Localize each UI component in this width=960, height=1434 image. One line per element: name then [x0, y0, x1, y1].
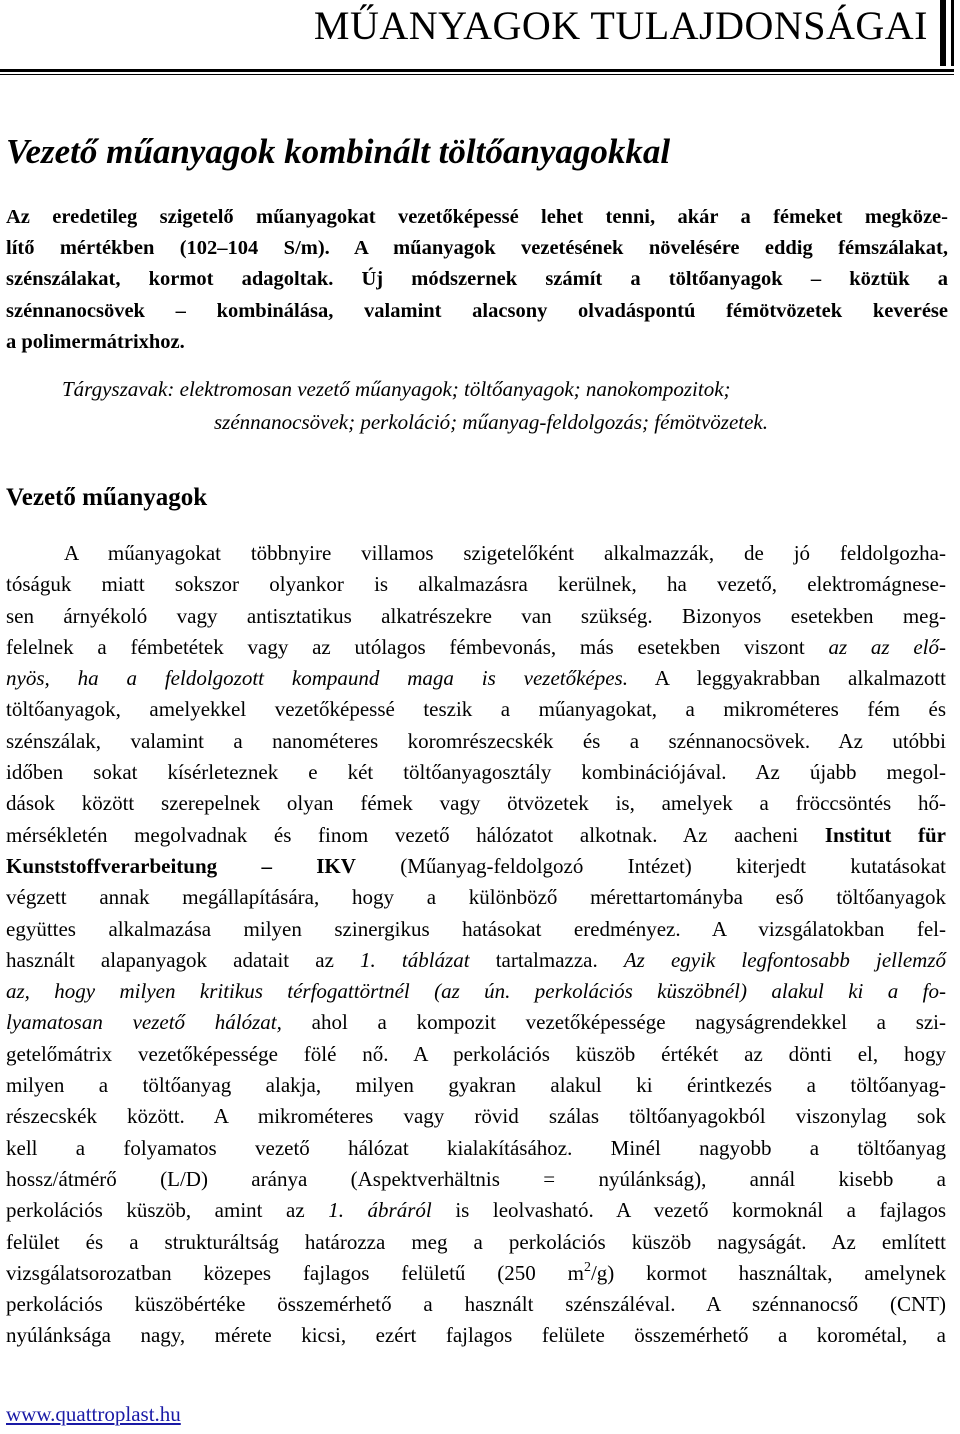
body-line: időben sokat kísérleteznek e két töltőanyagosztály kombinációjával. Az újabb megol-: [6, 760, 946, 785]
article-title: Vezető műanyagok kombinált töltőanyagokkal: [6, 132, 671, 171]
bold-text: Institut für: [824, 822, 947, 847]
body-line: A műanyagokat többnyire villamos szigetelőként alkalmazzák, de jó feldolgozha-: [64, 541, 946, 565]
page-header: [0, 0, 960, 76]
lead-line: Az eredetileg szigetelő műanyagokat vezetőképessé lehet tenni, akár a fémeket megköze-: [6, 206, 948, 228]
body-line: nyúlánksága nagy, mérete kicsi, ezért fajlagos felülete összemérhető a korométal, a: [6, 1323, 946, 1348]
body-line: végzett annak megállapítására, hogy a különböző mérettartományba eső töltőanyagok: [6, 885, 946, 910]
body-line: használt alapanyagok adatait az 1. táblázat tartalmazza. Az egyik legfontosabb jellemző: [6, 947, 947, 972]
table-reference: 1. táblázat: [360, 947, 470, 972]
body-line: vizsgálatsorozatban közepes fajlagos felületű (250 $m^2/g$) kormot használtak, amelynek: [6, 1259, 946, 1285]
lead-paragraph: [6, 202, 948, 358]
body-paragraph: [6, 538, 946, 1352]
keywords-line-1: Tárgyszavak: elektromosan vezető műanyagok; töltőanyagok; nanokompozitok;: [62, 377, 731, 401]
body-line: perkolációs küszöb, amint az 1. ábráról is leolvasható. A vezető kormoknál a fajlagos: [6, 1198, 946, 1223]
bold-text: Kunststoffverarbeitung – IKV: [6, 853, 356, 878]
italic-text: lyamatosan vezető hálózat,: [6, 1010, 282, 1035]
body-line: sen árnyékoló vagy antisztatikus alkatrészekre van szükség. Bizonyos esetekben meg-: [6, 603, 946, 628]
header-bar-decoration: [940, 0, 954, 66]
body-line: dások között szerepelnek olyan fémek vagy ötvözetek is, amelyek a fröccsöntés hő-: [6, 791, 946, 816]
body-line: együttes alkalmazása milyen szinergikus hatásokat eredményez. A vizsgálatokban fel-: [6, 916, 946, 941]
superscript: 2: [583, 1259, 591, 1275]
body-line: Kunststoffverarbeitung – IKV (Műanyag-feldolgozó Intézet) kiterjedt kutatásokat: [6, 853, 946, 878]
lead-line: szénszálakat, kormot adagoltak. Új módszernek számít a töltőanyagok – köztük a: [6, 268, 948, 291]
section-heading: Vezető műanyagok: [6, 484, 208, 511]
italic-text: Az egyik legfontosabb jellemző: [623, 947, 947, 972]
keywords: [62, 373, 942, 439]
body-line: felelnek a fémbetétek vagy az utólagos fémbevonás, más esetekben viszont az az elő-: [6, 634, 947, 659]
body-line: mérsékletén megolvadnak és finom vezető hálózatot alkotnak. Az aacheni Institut für: [6, 822, 947, 847]
body-line: perkolációs küszöbértéke összemérhető a használt szénszáléval. A szénnanocső (CNT): [6, 1292, 946, 1317]
body-line: felület és a strukturáltság határozza meg a perkolációs küszöb nagyságát. Az említett: [6, 1229, 946, 1254]
body-line: tóságuk miatt sokszor olyankor is alkalmazásra kerülnek, ha vezető, elektromágnese-: [6, 572, 946, 597]
italic-text: az, hogy milyen kritikus térfogattörtnél (az ún. perkolációs küszöbnél) alakul ki a fo-: [6, 979, 946, 1004]
body-line: getelőmátrix vezetőképessége fölé nő. A perkolációs küszöb értékét az dönti el, hogy: [6, 1041, 946, 1066]
footer-website-link[interactable]: www.quattroplast.hu: [6, 1402, 181, 1426]
body-line: töltőanyagok, amelyekkel vezetőképessé teszik a műanyagokat, a mikrométeres fém és: [6, 697, 946, 722]
header-rule: [0, 69, 954, 72]
lead-line: a polimermátrixhoz.: [6, 330, 185, 353]
lead-line: lítő mértékben (102–104 S/m). A műanyagok vezetésének növelésére eddig fémszálakat,: [6, 237, 948, 260]
body-line: szénszálak, valamint a nanométeres koromrészecskék és a szénnanocsövek. Az utóbbi: [6, 728, 946, 753]
body-line: kell a folyamatos vezető hálózat kialakításához. Minél nagyobb a töltőanyag: [6, 1135, 946, 1160]
italic-text: az az elő-: [828, 634, 947, 659]
keywords-line-2: szénnanocsövek; perkoláció; műanyag-feldolgozás; fémötvözetek.: [214, 410, 768, 434]
figure-reference: 1. ábráról: [328, 1198, 432, 1223]
italic-text: nyös, ha a feldolgozott kompaund maga is vezetőképes.: [6, 666, 628, 691]
body-line: hossz/átmérő (L/D) aránya (Aspektverhältnis = nyúlánkság), annál kisebb a: [6, 1166, 946, 1191]
body-line: lyamatosan vezető hálózat, ahol a kompozit vezetőképessége nagyságrendekkel a szi-: [6, 1010, 947, 1035]
body-line: milyen a töltőanyag alakja, milyen gyakran alakul ki érintkezés a töltőanyag-: [6, 1073, 946, 1098]
header-rule-thin: [0, 74, 954, 75]
header-title: MŰANYAGOK TULAJDONSÁGAI: [313, 3, 928, 48]
body-line: nyös, ha a feldolgozott kompaund maga is vezetőképes. A leggyakrabban alkalmazott: [6, 666, 947, 691]
lead-line: szénnanocsövek – kombinálása, valamint alacsony olvadáspontú fémötvözetek keverése: [6, 299, 948, 322]
body-line: [6, 976, 946, 1007]
body-line: részecskék között. A mikrométeres vagy rövid szálas töltőanyagokból viszonylag sok: [6, 1104, 946, 1129]
